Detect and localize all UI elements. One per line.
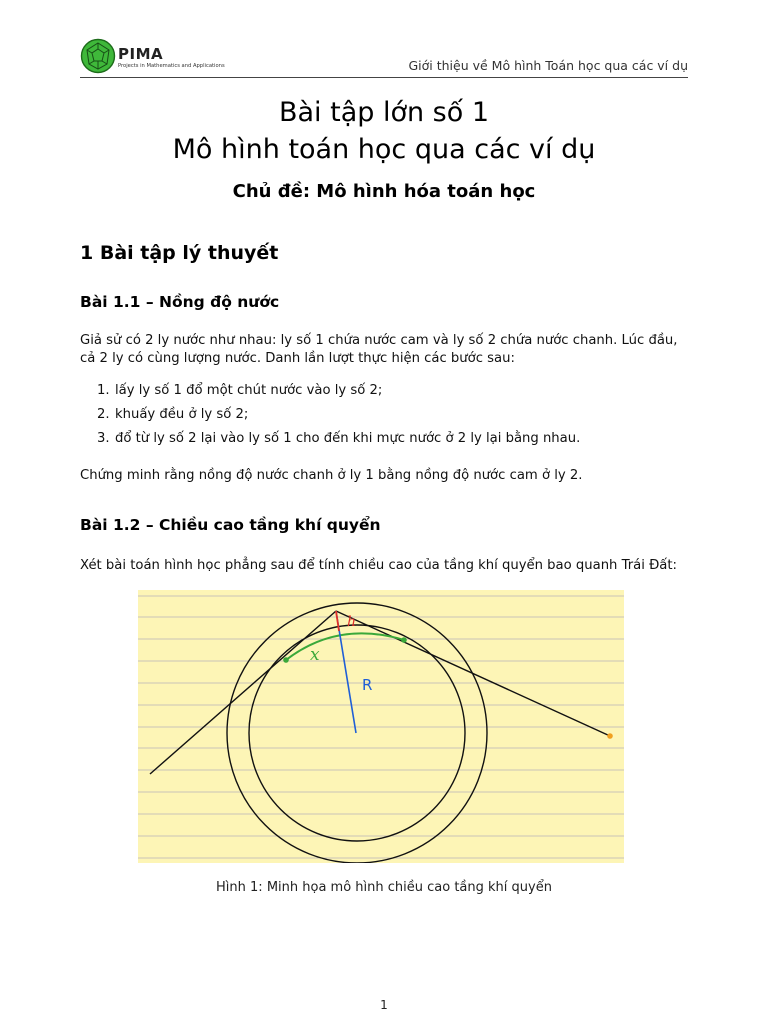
logo-name: PIMA [118, 45, 164, 63]
tangent-line-right [336, 611, 610, 736]
geodesic-globe-icon [80, 38, 116, 74]
title-line-1: Bài tập lớn số 1 [278, 97, 490, 128]
problem-2-intro: Xét bài toán hình học phẳng sau để tính chiều cao của tầng khí quyển bao quanh Trái Đất: [80, 558, 677, 573]
running-title: Giới thiệu về Mô hình Toán học qua các ví dụ [408, 58, 688, 73]
header-rule [80, 77, 688, 78]
list-item: 2. khuấy đều ở ly số 2; [97, 407, 249, 422]
title-line-2: Mô hình toán học qua các ví dụ [172, 134, 596, 165]
list-item: 3. đổ từ ly số 2 lại vào ly số 1 cho đến khi mực nước ở 2 ly lại bằng nhau. [97, 431, 581, 446]
problem-1-steps [97, 382, 580, 454]
tangent-point-right [401, 637, 407, 643]
page-header [80, 36, 688, 78]
pima-logo [80, 36, 260, 76]
page-number: 1 [380, 998, 388, 1012]
problem-1-intro: Giả sử có 2 ly nước như nhau: ly số 1 chứa nước cam và ly số 2 chứa nước chanh. Lúc đầu, cả 2 ly có cùng lượng nước. Danh lần lượt thực hiện các bước sau: [80, 333, 678, 366]
tangent-point-left [283, 657, 289, 663]
problem-1-conclusion: Chứng minh rằng nồng độ nước chanh ở ly 1 bằng nồng độ nước cam ở ly 2. [80, 468, 583, 483]
observer-point [607, 733, 613, 739]
logo-tagline: Projects in Mathematics and Applications [118, 63, 225, 69]
document-subtitle: Chủ đề: Mô hình hóa toán học [232, 181, 536, 202]
section-heading: 1 Bài tập lý thuyết [80, 242, 279, 264]
atmosphere-diagram [138, 590, 624, 863]
tangent-line-left [150, 611, 336, 774]
figure-caption: Hình 1: Minh họa mô hình chiều cao tầng khí quyển [216, 880, 552, 895]
arc-x [286, 633, 404, 660]
problem-2-heading: Bài 1.2 – Chiều cao tầng khí quyển [80, 516, 381, 534]
label-x: x [310, 645, 320, 665]
earth-circle [249, 625, 465, 841]
atmosphere-figure [138, 590, 624, 863]
problem-1-heading: Bài 1.1 – Nồng độ nước [80, 293, 280, 311]
list-item: 1. lấy ly số 1 đổ một chút nước vào ly số 2; [97, 383, 383, 398]
document-title [0, 94, 768, 168]
label-h: h [347, 614, 357, 630]
label-R: R [362, 676, 373, 694]
atmosphere-circle [227, 603, 487, 863]
height-h [336, 611, 339, 631]
